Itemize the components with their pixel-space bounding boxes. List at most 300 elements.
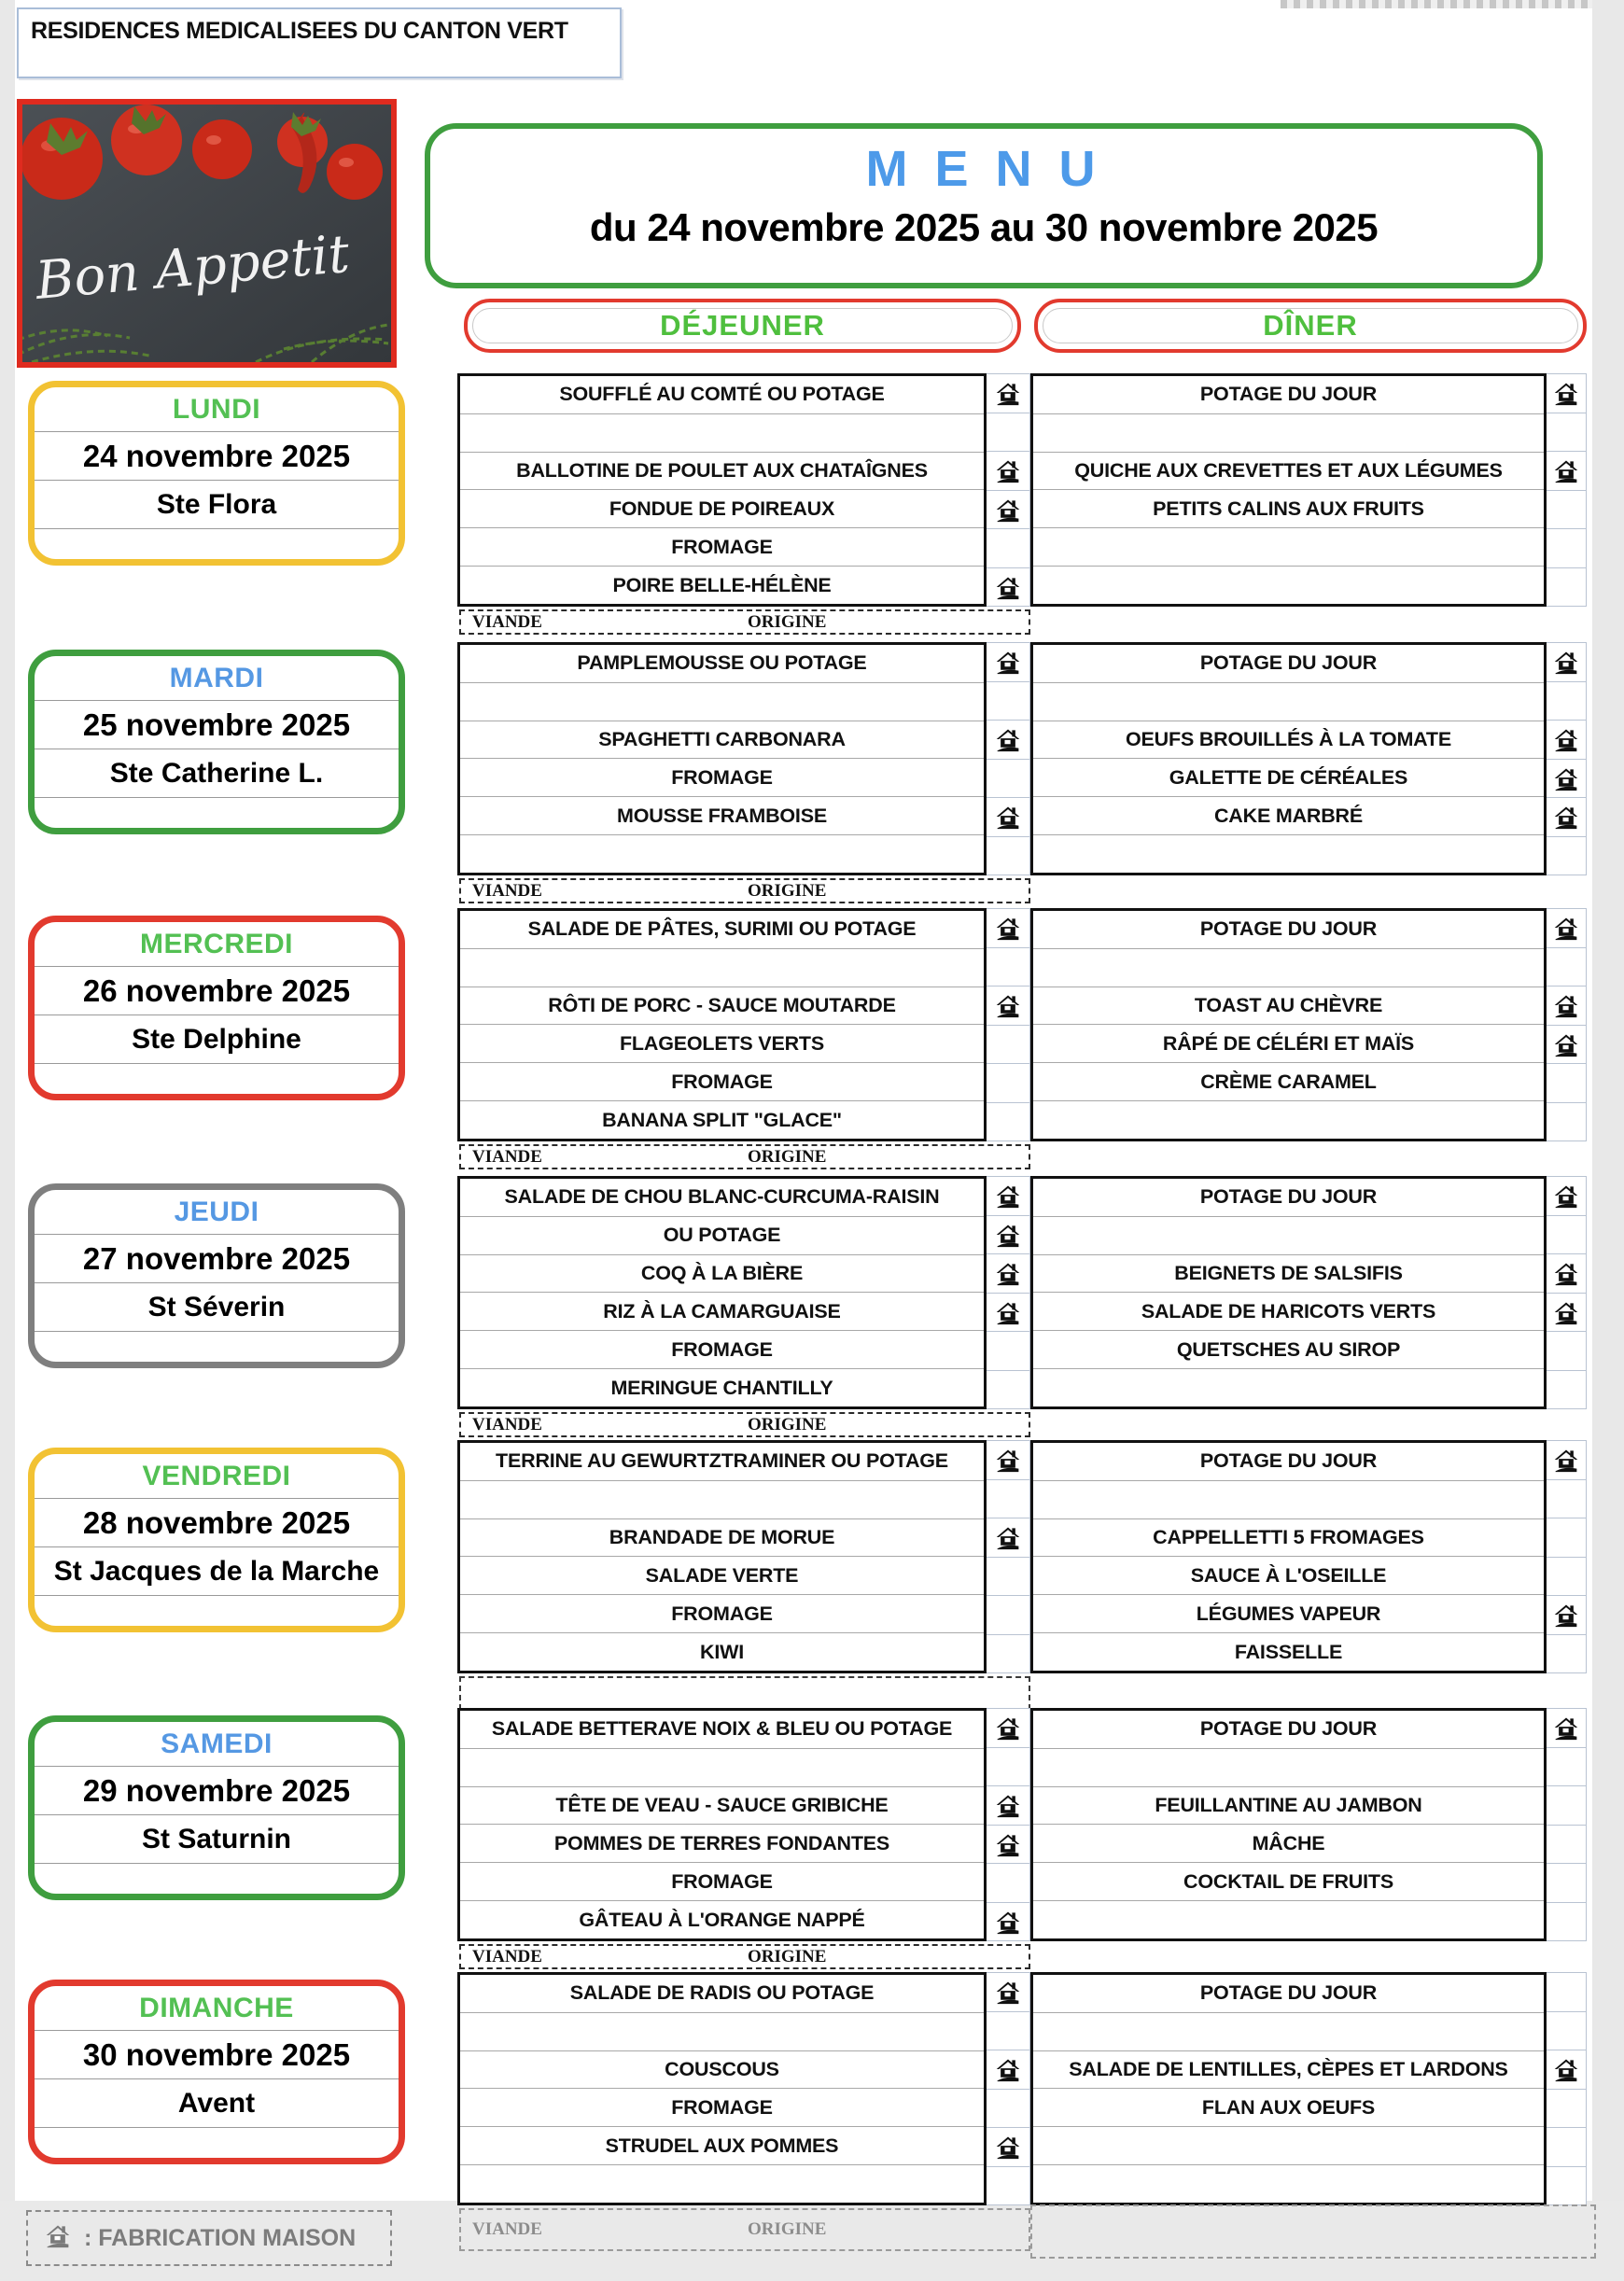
origin-label: ORIGINE (747, 2219, 827, 2239)
empty-icon-cell (1547, 2090, 1587, 2129)
dinner-menu-item (1033, 1217, 1544, 1255)
empty-icon-cell (987, 2090, 1030, 2129)
top-edge-clipped-text (1281, 0, 1592, 8)
dinner-menu-item: FEUILLANTINE AU JAMBON (1033, 1787, 1544, 1826)
dinner-menu-item: SALADE DE LENTILLES, CÈPES ET LARDONS (1033, 2051, 1544, 2090)
day-card-empty-row (35, 529, 399, 559)
lunch-menu-item: MOUSSE FRAMBOISE (460, 797, 984, 835)
dinner-menu-item (1033, 528, 1544, 567)
day-saint: St Saturnin (35, 1815, 399, 1864)
maison-icon-cell (1547, 798, 1587, 837)
lunch-maison-icon-column (987, 908, 1030, 1141)
meat-origin-strip (459, 2208, 1030, 2251)
empty-icon-cell (987, 760, 1030, 799)
home-icon (995, 2134, 1021, 2160)
empty-icon-cell (1547, 948, 1587, 987)
empty-icon-cell (1547, 2012, 1587, 2051)
dinner-menu-item: QUETSCHES AU SIROP (1033, 1331, 1544, 1369)
organization-title-box (17, 7, 622, 78)
empty-icon-cell (1547, 1480, 1587, 1519)
day-card (28, 1715, 405, 1900)
day-date: 29 novembre 2025 (35, 1767, 399, 1815)
empty-icon-cell (987, 1064, 1030, 1103)
dinner-menu-item (1033, 683, 1544, 721)
lunch-menu-item: TERRINE AU GEWURTZTRAMINER OU POTAGE (460, 1443, 984, 1481)
day-card-empty-row (35, 1596, 399, 1626)
home-icon (1553, 1447, 1579, 1473)
dinner-menu-item: TOAST AU CHÈVRE (1033, 987, 1544, 1026)
day-card (28, 916, 405, 1100)
dinner-maison-icon-column (1547, 642, 1587, 875)
dinner-menu-item: LÉGUMES VAPEUR (1033, 1595, 1544, 1633)
dinner-menu-item: CAPPELLETTI 5 FROMAGES (1033, 1519, 1544, 1558)
dinner-menu-box (1030, 1440, 1547, 1673)
maison-icon-cell (987, 1903, 1030, 1942)
home-icon (1553, 1299, 1579, 1325)
maison-icon-cell (987, 987, 1030, 1026)
lunch-menu-item (460, 414, 984, 453)
dinner-menu-item (1033, 567, 1544, 604)
lunch-menu-item (460, 1481, 984, 1519)
maison-icon-cell (1547, 643, 1587, 682)
dinner-menu-item (1033, 835, 1544, 873)
maison-icon-cell (987, 909, 1030, 948)
dinner-menu-item: POTAGE DU JOUR (1033, 1975, 1544, 2013)
empty-icon-cell (1547, 1216, 1587, 1255)
day-saint: Ste Catherine L. (35, 749, 399, 798)
origin-label: ORIGINE (747, 1414, 827, 1434)
meat-label: VIANDE (472, 1146, 542, 1167)
dinner-menu-item: POTAGE DU JOUR (1033, 645, 1544, 683)
day-card (28, 1183, 405, 1368)
dinner-maison-icon-column (1547, 1972, 1587, 2205)
dinner-menu-box (1030, 1972, 1547, 2205)
photo-caption-text: Bon Appetit (33, 223, 352, 312)
home-icon (1553, 726, 1579, 752)
empty-icon-cell (1547, 568, 1587, 608)
dinner-menu-item (1033, 2127, 1544, 2165)
dinner-menu-item (1033, 1369, 1544, 1406)
home-icon (1553, 992, 1579, 1018)
empty-icon-cell (987, 1332, 1030, 1371)
lunch-menu-box (457, 1708, 987, 1941)
home-icon (995, 380, 1021, 406)
maison-icon-cell (987, 1786, 1030, 1826)
meat-label: VIANDE (472, 880, 542, 901)
empty-icon-cell (1547, 1635, 1587, 1674)
dinner-menu-box (1030, 1176, 1547, 1409)
dinner-maison-icon-column (1547, 1176, 1587, 1409)
maison-icon-cell (1547, 1294, 1587, 1333)
day-card (28, 381, 405, 566)
lunch-menu-item: OU POTAGE (460, 1217, 984, 1255)
maison-icon-cell (987, 1216, 1030, 1255)
dinner-maison-icon-column (1547, 1440, 1587, 1673)
meat-label: VIANDE (472, 611, 542, 632)
home-icon (995, 1979, 1021, 2005)
maison-icon-cell (987, 721, 1030, 760)
empty-icon-cell (987, 1480, 1030, 1519)
day-name: LUNDI (35, 387, 399, 432)
lunch-menu-item: FROMAGE (460, 759, 984, 797)
lunch-menu-item (460, 835, 984, 873)
dinner-menu-item (1033, 414, 1544, 453)
lunch-menu-item: FROMAGE (460, 528, 984, 567)
maison-icon-cell (987, 2050, 1030, 2090)
maison-icon-cell (1547, 1441, 1587, 1480)
day-saint: Avent (35, 2079, 399, 2128)
home-icon (1553, 380, 1579, 406)
dinner-maison-icon-column (1547, 908, 1587, 1141)
organization-title: RESIDENCES MEDICALISEES DU CANTON VERT (31, 18, 568, 44)
lunch-menu-item (460, 1749, 984, 1787)
home-icon (995, 804, 1021, 830)
dinner-menu-item: QUICHE AUX CREVETTES ET AUX LÉGUMES (1033, 453, 1544, 491)
dinner-menu-item: POTAGE DU JOUR (1033, 911, 1544, 949)
home-icon (995, 915, 1021, 941)
lunch-menu-item: FROMAGE (460, 1063, 984, 1101)
empty-icon-cell (987, 1558, 1030, 1597)
lunch-menu-item: RÔTI DE PORC - SAUCE MOUTARDE (460, 987, 984, 1026)
empty-icon-cell (987, 1026, 1030, 1065)
dinner-menu-item: SALADE DE HARICOTS VERTS (1033, 1293, 1544, 1331)
day-name: MERCREDI (35, 922, 399, 967)
empty-icon-cell (1547, 1973, 1587, 2012)
dinner-menu-item: CAKE MARBRÉ (1033, 797, 1544, 835)
lunch-menu-item: TÊTE DE VEAU - SAUCE GRIBICHE (460, 1787, 984, 1826)
empty-icon-cell (987, 2167, 1030, 2206)
lunch-menu-item: FROMAGE (460, 1863, 984, 1901)
day-date: 27 novembre 2025 (35, 1235, 399, 1283)
maison-icon-cell (1547, 1596, 1587, 1635)
maison-icon-cell (987, 1973, 1030, 2012)
empty-icon-cell (987, 948, 1030, 987)
bon-appetit-illustration (22, 105, 391, 362)
lunch-menu-item (460, 949, 984, 987)
empty-icon-cell (1547, 413, 1587, 453)
lunch-menu-item: GÂTEAU À L'ORANGE NAPPÉ (579, 1908, 865, 1931)
maison-icon-cell (987, 1177, 1030, 1216)
dinner-menu-item: MÂCHE (1033, 1825, 1544, 1863)
meat-label: VIANDE (472, 1946, 542, 1966)
lunch-maison-icon-column (987, 1176, 1030, 1409)
home-icon (1553, 1260, 1579, 1286)
day-section-mardi (0, 642, 1624, 915)
lunch-menu-item: POMMES DE TERRES FONDANTES (460, 1825, 984, 1863)
maison-icon-cell (1547, 1709, 1587, 1748)
dinner-menu-item: GALETTE DE CÉRÉALES (1033, 759, 1544, 797)
origin-label: ORIGINE (747, 1946, 827, 1966)
dinner-menu-item: POTAGE DU JOUR (1033, 1443, 1544, 1481)
lunch-menu-item: RIZ À LA CAMARGUAISE (460, 1293, 984, 1331)
day-saint: St Jacques de la Marche (35, 1547, 399, 1596)
bon-appetit-photo (17, 99, 397, 368)
day-section-mercredi (0, 908, 1624, 1181)
lunch-header-label: DÉJEUNER (472, 308, 1013, 343)
maison-icon-cell (987, 1441, 1030, 1480)
home-icon (1553, 804, 1579, 830)
dinner-menu-item: RÂPÉ DE CÉLÉRI ET MAÏS (1033, 1025, 1544, 1063)
day-card (28, 1980, 405, 2164)
home-icon (995, 1299, 1021, 1325)
empty-icon-cell (1547, 1826, 1587, 1865)
empty-icon-cell (1547, 837, 1587, 876)
home-icon (995, 1792, 1021, 1818)
empty-icon-cell (987, 413, 1030, 453)
home-icon (995, 1222, 1021, 1248)
lunch-menu-item: SALADE VERTE (460, 1557, 984, 1595)
day-saint: Ste Delphine (35, 1015, 399, 1064)
day-date: 24 novembre 2025 (35, 432, 399, 481)
dinner-maison-icon-column (1547, 1708, 1587, 1941)
lunch-menu-box (457, 1176, 987, 1409)
maison-icon-cell (1547, 760, 1587, 799)
lunch-menu-item (460, 683, 984, 721)
lunch-menu-item: BALLOTINE DE POULET AUX CHATAÎGNES (460, 453, 984, 491)
lunch-menu-box (457, 908, 987, 1141)
maison-icon-cell (1547, 1177, 1587, 1216)
maison-icon-cell (987, 374, 1030, 413)
dinner-menu-item (1033, 1901, 1544, 1938)
empty-icon-cell (1547, 1786, 1587, 1826)
dinner-maison-icon-column (1547, 373, 1587, 607)
dinner-menu-box (1030, 373, 1547, 607)
origin-label: ORIGINE (747, 1146, 827, 1167)
home-icon (1553, 649, 1579, 675)
empty-icon-cell (1547, 529, 1587, 568)
empty-icon-cell (1547, 1332, 1587, 1371)
maison-icon-cell (987, 1518, 1030, 1558)
empty-icon-cell (1547, 491, 1587, 530)
lunch-menu-item: SALADE BETTERAVE NOIX & BLEU OU POTAGE (460, 1711, 984, 1749)
empty-icon-cell (987, 1596, 1030, 1635)
lunch-menu-item: FROMAGE (460, 1595, 984, 1633)
maison-icon-cell (1547, 1254, 1587, 1294)
empty-icon-cell (1547, 1864, 1587, 1903)
meat-origin-strip (459, 1412, 1030, 1437)
day-date: 28 novembre 2025 (35, 1499, 399, 1547)
maison-icon-cell (987, 1254, 1030, 1294)
day-section-samedi (0, 1708, 1624, 1980)
home-icon (995, 1831, 1021, 1857)
lunch-menu-item: SOUFFLÉ AU COMTÉ OU POTAGE (460, 376, 984, 414)
day-name: SAMEDI (35, 1722, 399, 1767)
lunch-menu-item: PAMPLEMOUSSE OU POTAGE (460, 645, 984, 683)
lunch-menu-item: POIRE BELLE-HÉLÈNE (612, 573, 832, 596)
lunch-menu-item: STRUDEL AUX POMMES (460, 2127, 984, 2165)
lunch-menu-item: KIWI (700, 1640, 744, 1663)
day-card (28, 1448, 405, 1632)
empty-icon-cell (1547, 1903, 1587, 1942)
lunch-menu-item (460, 2013, 984, 2051)
home-icon (45, 2222, 71, 2248)
home-icon (1553, 2056, 1579, 2082)
meat-origin-strip (459, 1676, 1030, 1710)
dinner-menu-item: CRÈME CARAMEL (1033, 1063, 1544, 1101)
meat-origin-strip (459, 878, 1030, 903)
dinner-column-header (1034, 299, 1587, 353)
lunch-maison-icon-column (987, 642, 1030, 875)
lunch-menu-item: SALADE DE PÂTES, SURIMI OU POTAGE (460, 911, 984, 949)
lunch-menu-item: FONDUE DE POIREAUX (460, 490, 984, 528)
empty-icon-cell (1547, 682, 1587, 721)
home-icon (1553, 1182, 1579, 1209)
dinner-menu-item: FLAN AUX OEUFS (1033, 2089, 1544, 2127)
day-card (28, 650, 405, 834)
lunch-menu-item: BANANA SPLIT "GLACE" (602, 1108, 842, 1131)
dinner-menu-item (1033, 1481, 1544, 1519)
day-section-jeudi (0, 1176, 1624, 1448)
lunch-menu-item: FLAGEOLETS VERTS (460, 1025, 984, 1063)
dinner-menu-item (1033, 1749, 1544, 1787)
lunch-maison-icon-column (987, 1440, 1030, 1673)
dinner-menu-item: PETITS CALINS AUX FRUITS (1033, 490, 1544, 528)
home-icon (995, 992, 1021, 1018)
empty-icon-cell (1547, 1558, 1587, 1597)
dinner-menu-item: FAISSELLE (1234, 1640, 1343, 1663)
home-icon (995, 1524, 1021, 1550)
day-name: JEUDI (35, 1190, 399, 1235)
dinner-menu-item (1033, 1101, 1544, 1139)
lunch-menu-item: COUSCOUS (460, 2051, 984, 2090)
maison-icon-cell (1547, 721, 1587, 760)
legend-label: : FABRICATION MAISON (84, 2224, 357, 2251)
home-icon (1553, 1031, 1579, 1057)
lunch-menu-item: BRANDADE DE MORUE (460, 1519, 984, 1558)
empty-icon-cell (987, 1864, 1030, 1903)
empty-icon-cell (1547, 2128, 1587, 2167)
dinner-menu-item: BEIGNETS DE SALSIFIS (1033, 1255, 1544, 1294)
maison-icon-cell (1547, 2050, 1587, 2090)
dinner-menu-item: OEUFS BROUILLÉS À LA TOMATE (1033, 721, 1544, 760)
home-icon (995, 1447, 1021, 1473)
home-icon (1553, 457, 1579, 483)
home-icon (995, 1260, 1021, 1286)
day-card-empty-row (35, 1064, 399, 1094)
home-icon (995, 726, 1021, 752)
empty-icon-cell (1547, 1518, 1587, 1558)
maison-icon-cell (1547, 909, 1587, 948)
home-icon (995, 457, 1021, 483)
origin-label: ORIGINE (747, 611, 827, 632)
dinner-menu-item: SAUCE À L'OSEILLE (1033, 1557, 1544, 1595)
home-icon (995, 2056, 1021, 2082)
menu-banner (425, 123, 1543, 288)
dinner-menu-item (1033, 2165, 1544, 2203)
home-icon (995, 1714, 1021, 1741)
dinner-menu-box (1030, 908, 1547, 1141)
footer-empty-dashed-box (1030, 2204, 1596, 2259)
maison-icon-cell (987, 568, 1030, 608)
lunch-menu-item (460, 2165, 984, 2203)
empty-icon-cell (987, 529, 1030, 568)
meat-label: VIANDE (472, 1414, 542, 1434)
meat-origin-strip (459, 1944, 1030, 1969)
meat-label: VIANDE (472, 2219, 542, 2239)
lunch-menu-item: FROMAGE (460, 2089, 984, 2127)
home-icon (1553, 1602, 1579, 1628)
lunch-menu-item: SALADE DE CHOU BLANC-CURCUMA-RAISIN (460, 1179, 984, 1217)
menu-date-range: du 24 novembre 2025 au 30 novembre 2025 (589, 205, 1379, 249)
dinner-menu-item (1033, 2013, 1544, 2051)
empty-icon-cell (987, 837, 1030, 876)
empty-icon-cell (1547, 1103, 1587, 1142)
day-date: 30 novembre 2025 (35, 2031, 399, 2079)
maison-icon-cell (987, 1826, 1030, 1865)
home-icon (995, 1909, 1021, 1935)
maison-icon-cell (1547, 987, 1587, 1026)
empty-icon-cell (987, 1371, 1030, 1410)
dinner-menu-item: COCKTAIL DE FRUITS (1033, 1863, 1544, 1901)
lunch-menu-item: FROMAGE (460, 1331, 984, 1369)
empty-icon-cell (1547, 1748, 1587, 1787)
lunch-column-header (464, 299, 1021, 353)
lunch-maison-icon-column (987, 1972, 1030, 2205)
day-card-empty-row (35, 798, 399, 828)
lunch-menu-item: SPAGHETTI CARBONARA (460, 721, 984, 760)
dinner-menu-box (1030, 642, 1547, 875)
maison-icon-cell (987, 643, 1030, 682)
home-icon (995, 574, 1021, 600)
empty-icon-cell (1547, 2167, 1587, 2206)
empty-icon-cell (987, 1635, 1030, 1674)
dinner-menu-box (1030, 1708, 1547, 1941)
maison-icon-cell (1547, 374, 1587, 413)
empty-icon-cell (987, 1748, 1030, 1787)
dinner-header-label: DÎNER (1043, 308, 1578, 343)
lunch-menu-item: COQ À LA BIÈRE (460, 1255, 984, 1294)
empty-icon-cell (1547, 1064, 1587, 1103)
day-section-vendredi (0, 1440, 1624, 1713)
maison-icon-cell (987, 798, 1030, 837)
dinner-menu-item: POTAGE DU JOUR (1033, 376, 1544, 414)
dinner-menu-item (1033, 949, 1544, 987)
lunch-menu-item: SALADE DE RADIS OU POTAGE (460, 1975, 984, 2013)
fabrication-maison-legend (26, 2210, 392, 2266)
day-section-lundi (0, 373, 1624, 646)
maison-icon-cell (987, 452, 1030, 491)
maison-icon-cell (987, 1294, 1030, 1333)
lunch-maison-icon-column (987, 373, 1030, 607)
home-icon (995, 497, 1021, 523)
day-date: 25 novembre 2025 (35, 701, 399, 749)
day-name: DIMANCHE (35, 1986, 399, 2031)
day-name: VENDREDI (35, 1454, 399, 1499)
day-card-empty-row (35, 2128, 399, 2158)
lunch-menu-item: MERINGUE CHANTILLY (610, 1376, 833, 1399)
day-card-empty-row (35, 1332, 399, 1362)
origin-label: ORIGINE (747, 880, 827, 901)
lunch-menu-box (457, 373, 987, 607)
maison-icon-cell (987, 1709, 1030, 1748)
empty-icon-cell (987, 2012, 1030, 2051)
day-saint: St Séverin (35, 1283, 399, 1332)
home-icon (995, 1182, 1021, 1209)
empty-icon-cell (987, 682, 1030, 721)
menu-title: M E N U (865, 141, 1102, 197)
day-card-empty-row (35, 1864, 399, 1894)
lunch-menu-box (457, 642, 987, 875)
home-icon (1553, 915, 1579, 941)
home-icon (1553, 1714, 1579, 1741)
maison-icon-cell (987, 2128, 1030, 2167)
day-saint: Ste Flora (35, 481, 399, 529)
lunch-maison-icon-column (987, 1708, 1030, 1941)
empty-icon-cell (987, 1103, 1030, 1142)
lunch-menu-box (457, 1972, 987, 2205)
maison-icon-cell (1547, 452, 1587, 491)
dinner-menu-item: POTAGE DU JOUR (1033, 1711, 1544, 1749)
